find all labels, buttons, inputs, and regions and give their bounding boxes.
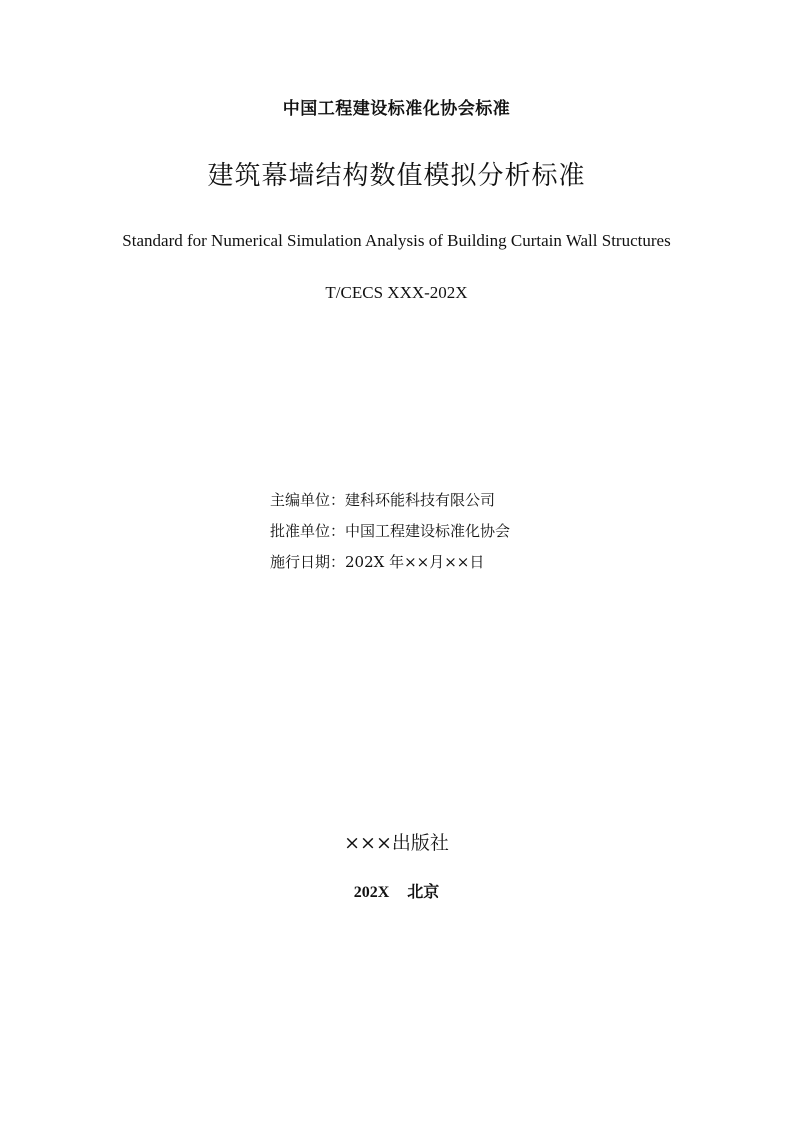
approver-unit-label: 批准单位： xyxy=(270,522,346,540)
footer-year-city xyxy=(0,879,793,902)
approver-unit-row xyxy=(270,520,510,551)
organization-standard-header: 中国工程建设标准化协会标准 xyxy=(282,99,511,119)
effective-date-row xyxy=(270,551,510,582)
document-title-english: Standard for Numerical Simulation Analysis of Building Curtain Wall Structures xyxy=(122,231,671,250)
document-title-chinese: 建筑幕墙结构数值模拟分析标准 xyxy=(207,161,586,191)
approver-unit-value: 中国工程建设标准化协会 xyxy=(345,522,511,540)
standard-code: T/CECS XXX-202X xyxy=(325,283,468,302)
publisher-name: ×××出版社 xyxy=(344,832,449,854)
document-info-block xyxy=(270,489,510,582)
editor-unit-label: 主编单位： xyxy=(270,491,346,509)
effective-date-label: 施行日期： xyxy=(270,553,346,571)
footer-city: 北京 xyxy=(407,882,440,901)
editor-unit-row xyxy=(270,489,510,520)
effective-date-value: 202X 年××月××日 xyxy=(345,553,485,571)
footer-year: 202X xyxy=(353,884,390,901)
editor-unit-value: 建科环能科技有限公司 xyxy=(345,491,496,509)
